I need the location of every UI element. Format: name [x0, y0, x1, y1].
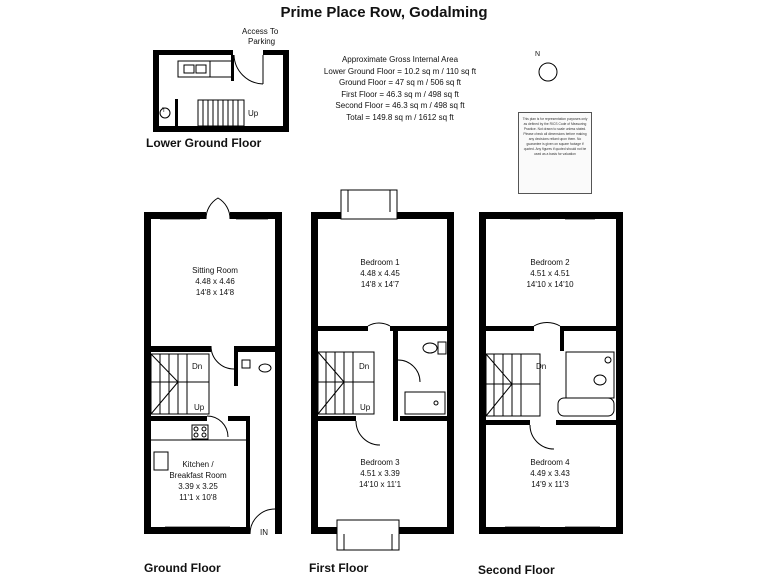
room-imperial: 11'1 x 10'8 [179, 493, 217, 502]
area-ground: Ground Floor = 47 sq m / 506 sq ft [338, 78, 462, 87]
room-kitchen [150, 459, 246, 503]
room-sitting-room [160, 265, 270, 298]
room-name: Sitting Room [192, 266, 238, 275]
gf-dn-label: Dn [192, 362, 203, 371]
room-bedroom-2 [500, 257, 600, 290]
room-imperial: 14'8 x 14'7 [360, 280, 400, 289]
room-name: Kitchen / [182, 460, 214, 469]
first-floor-label: First Floor [309, 561, 369, 575]
room-bedroom-1 [330, 257, 430, 290]
ff-bed1-door [368, 323, 390, 326]
gf-patio-doors [206, 198, 230, 219]
sf-bath [558, 398, 614, 416]
room-metric: 4.49 x 3.43 [530, 469, 570, 478]
room-metric: 4.48 x 4.45 [360, 269, 400, 278]
second-floor-label: Second Floor [478, 563, 555, 577]
sf-dn-label: Dn [536, 362, 547, 371]
lg-parking-label: Parking [248, 37, 276, 46]
area-second: Second Floor = 46.3 sq m / 498 sq ft [335, 101, 465, 110]
room-imperial: 14'10 x 14'10 [526, 280, 574, 289]
room-bedroom-4 [500, 457, 600, 490]
room-metric: 4.51 x 4.51 [530, 269, 570, 278]
room-name-2: Breakfast Room [169, 471, 227, 480]
room-name: Bedroom 3 [360, 458, 400, 467]
lower-ground-floor-walls [153, 50, 289, 132]
lg-boiler-label: T [162, 108, 166, 114]
room-bedroom-3 [330, 457, 430, 490]
ff-bed3-door [356, 421, 380, 445]
lg-door-swing [234, 55, 263, 84]
sf-bed2-door [534, 323, 560, 326]
room-name: Bedroom 2 [530, 258, 570, 267]
room-name: Bedroom 4 [530, 458, 570, 467]
ground-floor-label: Ground Floor [144, 561, 221, 575]
area-total: Total = 149.8 sq m / 1612 sq ft [346, 112, 454, 122]
gf-door [211, 346, 234, 369]
sf-stairs [486, 354, 540, 416]
gf-kitchen-door [207, 416, 228, 437]
area-first: First Floor = 46.3 sq m / 498 sq ft [341, 89, 459, 99]
lg-access-label: Access To [242, 27, 279, 36]
sf-wc [594, 375, 606, 385]
disclaimer-box [518, 112, 592, 194]
room-imperial: 14'9 x 11'3 [531, 480, 569, 489]
ff-shower [405, 392, 445, 414]
sf-basin [605, 357, 611, 363]
compass-icon [539, 63, 557, 81]
gf-wc [259, 364, 271, 372]
gross-area-block [300, 54, 500, 123]
lg-stairs [198, 100, 244, 126]
room-metric: 3.39 x 3.25 [178, 482, 218, 491]
ff-up-label: Up [360, 403, 371, 412]
lg-up-label: Up [248, 109, 259, 118]
ff-bay-window-rear [337, 520, 399, 550]
sf-ensuite [566, 352, 614, 398]
room-imperial: 14'8 x 14'8 [195, 288, 235, 297]
sf-bed4-door [530, 425, 554, 449]
room-imperial: 14'10 x 11'1 [358, 480, 402, 489]
ff-dn-label: Dn [359, 362, 370, 371]
room-name: Bedroom 1 [360, 258, 400, 267]
gross-area-heading: Approximate Gross Internal Area [341, 55, 459, 64]
ff-bay-window-front [341, 190, 397, 219]
ff-wc [423, 343, 437, 353]
area-lower-ground: Lower Ground Floor = 10.2 sq m / 110 sq ft [323, 66, 477, 76]
page-title: Prime Place Row, Godalming [280, 4, 488, 21]
room-metric: 4.51 x 3.39 [360, 469, 400, 478]
gf-in-label: IN [260, 528, 268, 537]
room-metric: 4.48 x 4.46 [195, 277, 235, 286]
gf-up-label: Up [194, 403, 205, 412]
compass-label: N [535, 51, 541, 58]
ff-bath-door [398, 360, 420, 382]
lower-ground-floor-label: Lower Ground Floor [146, 136, 262, 150]
disclaimer-text: This plan is for representation purposes only as defined by the RICS Code of Measuring Practice. Not drawn to scale unless stated. Please check all dimensions before making any decisions reliant upon them. No guarantee is given on square footage if quoted. Any figures if quoted should not be used as a basis for valuation [522, 117, 588, 156]
